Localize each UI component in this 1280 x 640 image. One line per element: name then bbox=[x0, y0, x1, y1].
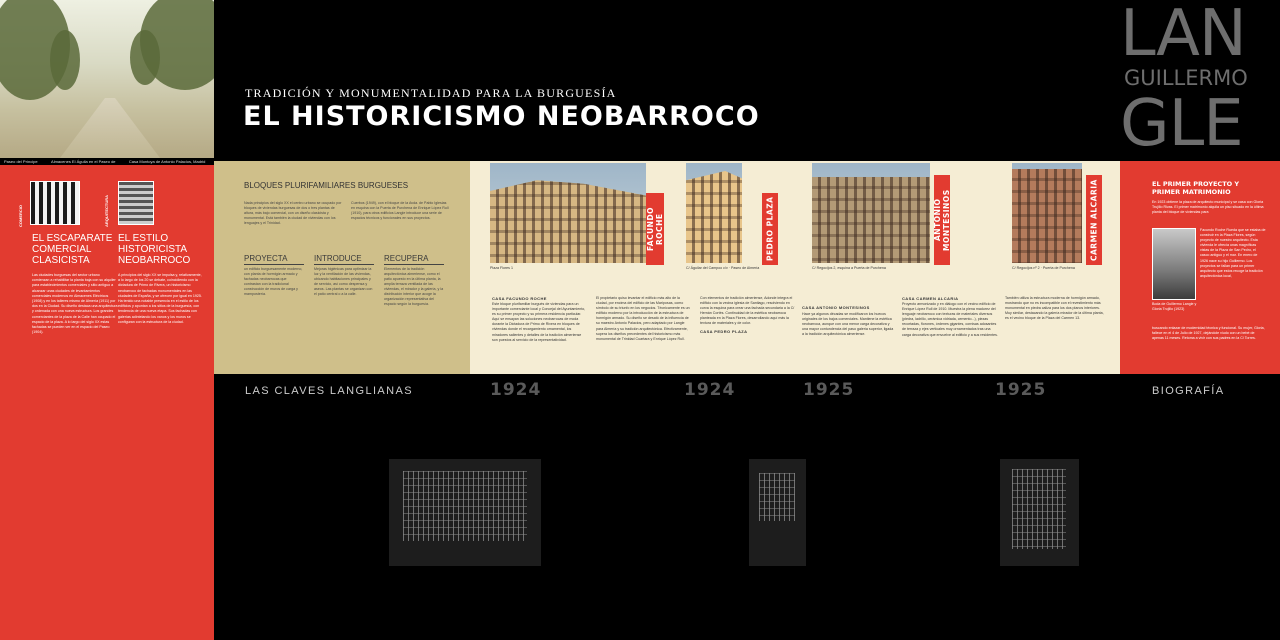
year-label: 1925 bbox=[995, 380, 1047, 400]
section-head-montesinos: CASA ANTONIO MONTESINOS bbox=[802, 305, 870, 310]
photo-caption-3: Casa Montoya de Antonio Palacios, Madrid bbox=[128, 159, 206, 164]
col-introduce: INTRODUCE bbox=[314, 254, 362, 263]
year-label: 1924 bbox=[490, 380, 542, 400]
caption-pedro-plaza: C/ Águilar del Campoo c/v · Paseo de Almería bbox=[686, 266, 760, 270]
section-head-carmen: CASA CARMEN ALCARIA bbox=[902, 296, 959, 301]
caption-carmen-alcaria: C/ Regocijos nº 2 · Puerta de Purchena bbox=[1012, 266, 1075, 270]
bloques-intro-right: Cuerbos (1949), con el bloque de la Avda. de Pablo Iglesias en esquina con la Puerta de Purchena de Enrique López Rull (1910), para otros edificios Langle introduce una serie de espacios técnicos y funcionales en sus proyectos. bbox=[351, 201, 449, 220]
divider bbox=[314, 264, 374, 265]
col-introduce-body: Mejoras higiénicas para optimizar la luz y la ventilación de las viviendas, ubicando habitaciones principales y de servicio, así como despensa y aseos. Las plantas se organizan con el patio central o a la calle. bbox=[314, 267, 373, 296]
photo-carmen-alcaria bbox=[1012, 163, 1082, 263]
bio-body-bottom: buscando enlazar de modernidad técnica y funcional. Su mujer, Gloria, fallece en el 4 de Julio de 1927, dejándole viudo con un bebé de apenas 11 meses. Retoma a vivir con sus padres en la C/ Torres. bbox=[1152, 326, 1265, 341]
bloques-intro-left: Nada principios del siglo XX el centro urbano se ocupado por bloques de viviendas burguesas de dos o tres plantas de altura, más bajo comercial, con un diseño clasicista y monumental. Está también la ciudad de viviendas con los lenguajes y el Trinidad. bbox=[244, 201, 342, 225]
shop-photo bbox=[30, 181, 80, 225]
photo-caption-2: Almacenes El Águila en el Paseo de bbox=[51, 159, 116, 164]
bio-photo-caption: Boda de Guillermo Langle y Gloria Trujillo (1923) bbox=[1152, 302, 1197, 312]
section-head-pedro: CASA PEDRO PLAZA bbox=[700, 329, 748, 334]
subtitle: TRADICIÓN Y MONUMENTALIDAD PARA LA BURGUESÍA bbox=[245, 86, 617, 100]
elevation-drawing-2 bbox=[749, 459, 806, 566]
bloques-title: BLOQUES PLURIFAMILIARES BURGUESES bbox=[244, 181, 409, 190]
label-pedro-plaza: PEDRO PLAZA bbox=[762, 193, 778, 265]
wedding-photo bbox=[1152, 228, 1196, 300]
bloques-panel bbox=[214, 161, 470, 374]
col-proyecta: PROYECTA bbox=[244, 254, 288, 263]
label-antonio-montesinos: ANTONIO MONTESINOS bbox=[934, 175, 950, 265]
logo-name: GUILLERMO bbox=[1124, 66, 1248, 90]
section-body-montesinos: Hace ya algunos décadas se modificaron los huecos originales de los bajos comerciales. Mantiene la estética neobarroca, aunque con una menor carga decorativa y una mayor contundencia del paso galería superior, ligada a la tradición arquitectónica almeriense. bbox=[802, 312, 894, 337]
street-photo bbox=[0, 0, 214, 158]
building-photo-small bbox=[118, 181, 154, 225]
section-body-pedro: Con elementos de tradición almeriense, Adonde integra el edificio con la vecina iglesia de Santiago, resolviendo en curva la esquina para crear una fachada secundaria a la C/ Hernán Cortés. Continuidad de la estética neobarroca planteada en la Plaza Flores, desarrollando aquí más la textura de materiales y de color. bbox=[700, 296, 795, 326]
biografia-label: BIOGRAFÍA bbox=[1152, 385, 1225, 397]
year-label: 1925 bbox=[803, 380, 855, 400]
section-head-facundo: CASA FACUNDO ROCHE bbox=[492, 296, 547, 301]
col1-title: EL ESCAPARATE COMERCIAL CLASICISTA bbox=[32, 233, 113, 266]
photo-pedro-plaza bbox=[686, 163, 742, 263]
section-body-carmen: Proyecto armonizado y en diálogo con el vecino edificio de Enrique López Rull de 1910. Muestra la plena madurez del lenguaje neobarroco con texturas de materiales diversos (piedra, ladrillo, cerámica vidriada, cemento...), piezas recortadas, florones, órdenes gigantes, cornisas adosantes de terraza y ejes verticales muy ornamentados tras una carga decorativa que envuelve al edificio y a sus residentes. bbox=[902, 302, 998, 337]
section-body-facundo: Este bloque plurifamiliar burgués de viviendas para un importante comerciante local y Concejal del Ayuntamiento, es su primer proyecto y su primera residencia particular. Aquí se ensayan las soluciones neobarrocas de moda durante la Dictadura de Primo de Rivera en bloques de viviendas donde el recargamiento ornamental, los miradores salientes y detalles de la tradición almeriense son puestos al servicio de la representatividad. bbox=[492, 302, 586, 342]
logo-lan: LAN bbox=[1120, 0, 1246, 71]
photo-antonio-montesinos bbox=[812, 163, 930, 263]
elevation-drawing-1 bbox=[389, 459, 541, 566]
photo-caption-1: Paseo del Príncipe bbox=[4, 159, 38, 164]
section-body-carmen-2: También utiliza la estructura moderna de hormigón armado, mostrando que no es incompatible con el revestimiento más monumental en piedra caliza para los dos planos interiores. Muy similar, destacando la galería mirador de la última planta, es el vecino bloque de la Plaza del Carmen 13. bbox=[1005, 296, 1104, 321]
left-red-panel bbox=[0, 165, 214, 640]
bio-body-top: En 1923 obtiene la plaza de arquitecto municipal y se casa con Gloria Trujillo Rivas. El primer matrimonio alquila un piso situado en la última planta del bloque de viviendas para bbox=[1152, 200, 1264, 215]
tag-arquitectura: ARQUITECTURA bbox=[104, 195, 109, 227]
claves-label: LAS CLAVES LANGLIANAS bbox=[245, 385, 413, 397]
caption-facundo-roche: Plaza Flores 1 bbox=[490, 266, 513, 270]
divider bbox=[384, 264, 444, 265]
year-label: 1924 bbox=[684, 380, 736, 400]
col1-body: Las ciudades burguesas del sector urbano comienzan a rehabilitar la planta baja con su alquiler para establecimientos comerciales y sitio antiguo a alcanzar unas ciudades de levantamientos comerciales modernos en Almacenes Eléctricos (1908) y en los talleres mismo de Almería (1911) por dos en la Ciudad. Su diseño destaca una arquitectura y ordenada con una nueva estructura. Los grandes comerciantes de la plaza de la Calle han ocupado el espacio de la plaza. A lo largo del siglo XX estas fachadas se pueden ver en el espacio del Paseo (1904). bbox=[32, 273, 118, 335]
elevation-drawing-3 bbox=[1000, 459, 1079, 566]
caption-antonio-montesinos: C/ Regocijos 2, esquina a Puerta de Purchena bbox=[812, 266, 886, 270]
section-body-facundo-2: El propietario quiso levantar el edificio más alto de la ciudad, por encima del edificio de las Mariposas, como símbolo de su triunfo en los negocios. Técnicamente es un edificio moderno por la introducción de la estructura de hormigón armado. Su diseño se desató de la influencia de su maestro Antonio Palacios, pero adaptado por Langle para Almería y su tradición arquitectónica. Efectivamente, supera los diseños precedentes del historicismo más monumental de Trinidad Cuartara y Enrique López Rull. bbox=[596, 296, 690, 341]
col-proyecta-body: un edificio burguesamente moderno, con planta de hormigón armado y fachadas neobarrocas que contrastan con la tradicional construcción de muros de carga y mampostería. bbox=[244, 267, 303, 296]
col2-title: EL ESTILO HISTORICISTA NEOBARROCO bbox=[118, 233, 191, 266]
col2-body: A principios del siglo XX se impulsa y, relativamente, a lo largo de los 20 se debate, coincidiendo con la dictadura de Primo de Rivera, un historicismo neobarroco de fachadas monumentales en las ciudades de España, y se ofrecen por igual en 1925. Ha tenido una notable presencia en el estilo de los edificios y apuntan a los sitios de la burguesía, con tendencia de una nueva etapa. Sus fachadas con galerías adintelando los vanos y los muros se configuran con la estructura de la ciudad. bbox=[118, 273, 202, 324]
tag-comercio: COMERCIO bbox=[18, 205, 23, 227]
bio-body-side: Facundo Roche Rueda que se estaba de construir en la Plaza Flores, según proyecto de nuestro arquitecto. Esta vivienda le ofrecía unas magníficas vistas de la Plaza de San Pedro, el casco antiguo y el mar. En enero de 1926 nace su hijo Guillermo. Los proyectos se fallan para un primer arquitecto que estos recoge la tradición arquitectónica local, bbox=[1200, 228, 1266, 278]
logo-gle: GLE bbox=[1120, 87, 1243, 161]
photo-facundo-roche bbox=[490, 163, 646, 263]
divider bbox=[244, 264, 304, 265]
label-facundo-roche: FACUNDO ROCHE bbox=[646, 193, 664, 265]
bio-title: EL PRIMER PROYECTO Y PRIMER MATRIMONIO bbox=[1152, 180, 1240, 196]
label-carmen-alcaria: CARMEN ALCARIA bbox=[1086, 175, 1102, 265]
page-title: EL HISTORICISMO NEOBARROCO bbox=[243, 101, 760, 132]
col-recupera-body: Elementos de la tradición arquitectónica almeriense, como el patio apuesto en la última planta, la amplia terraza ventilada de las viviendas, el mirador y la galería, y la distribución interior que acoge la organización representativa del espacio según la burguesía. bbox=[384, 267, 444, 306]
col-recupera: RECUPERA bbox=[384, 254, 429, 263]
